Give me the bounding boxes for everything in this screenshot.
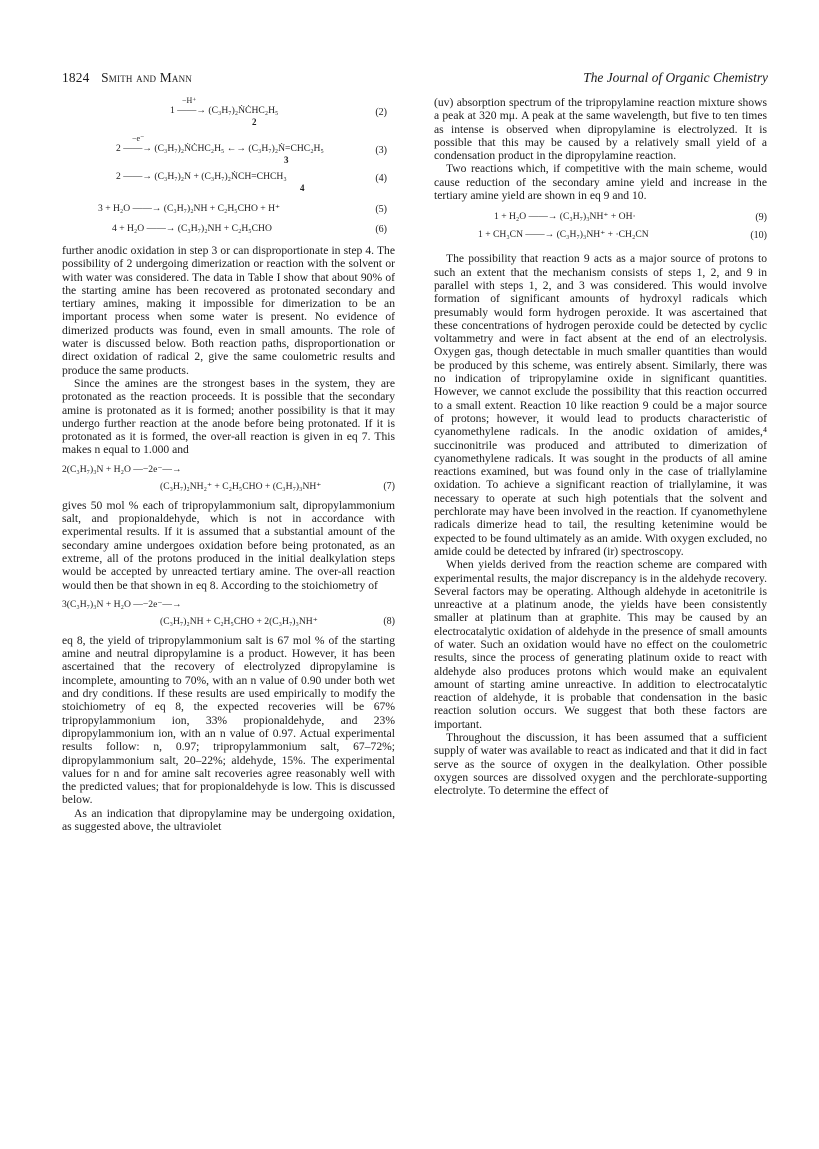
- eq4-number: (4): [375, 173, 387, 184]
- eq2-body: 1 ——→ (C₃H₇)₂ṄĊHC₂H₅: [170, 105, 279, 116]
- right-paragraph-4: When yields derived from the reaction scheme are compared with experimental results, the major discrepancy is in the aldehyde recovery. Several factors may be operating. Although aldehyde in acetonitrile is unreactive at a platinum anode, the yields have been consistently smaller at platinum than at graphite. This may be caused by an electrocatalytic oxidation of aldehyde in the presence of small amounts of water. Such an oxidation would have no effect on the coulometric results, since the process of generating platinum oxide to react with aldehyde also produces protons which would make an equivalent amount of starting amine unreactive. In addition to electrocatalytic reaction of aldehyde, it is probable that condensation in the basic reaction solution occurs. We suggest that both these factors are important.: [434, 558, 767, 731]
- eq8-products: (C₃H₇)₂NH + C₂H₅CHO + 2(C₃H₇)₃NH⁺: [160, 615, 318, 627]
- eq4-body: 2 ——→ (C₃H₇)₂N + (C₃H₇)₂ṄCH=CHCH₃: [116, 171, 287, 182]
- eq10-number: (10): [750, 230, 767, 242]
- eq9-body: 1 + H₂O ——→ (C₃H₇)₃NH⁺ + OH·: [494, 211, 636, 223]
- eq2-number: (2): [375, 107, 387, 118]
- eq4-label: 4: [300, 183, 305, 193]
- left-paragraph-2: Since the amines are the strongest bases in the system, they are protonated as the reaction proceeds. It is possible that the secondary amine is protonated as it is formed; another possibility is that it may undergo further reaction at the anode before being protonated. If it is protonated as it is formed, the over-all reaction is given in eq 7. This makes n equal to 1.000 and: [62, 376, 395, 457]
- equation-2: [62, 96, 395, 128]
- equation-10: [434, 228, 767, 252]
- eq6-number: (6): [375, 224, 387, 235]
- eq2-label: 2: [252, 117, 257, 127]
- equation-5: [62, 202, 395, 222]
- right-paragraph-3: The possibility that reaction 9 acts as a major source of protons to such an extent that the mechanism consists of steps 1, 2, and 9 in parallel with steps 1, 2, and 3 was considered. This would involve formation of significant amounts of hydroxyl radicals which presumably would form hydrogen peroxide. It was ascertained that these concentrations of hydrogen peroxide could be detected by cyclic voltammetry and were in fact absent at the end of an electrolysis. Oxygen gas, though detectable in much smaller quantities than would be produced by this scheme, was entirely absent. Similarly, there was no indication of tripropylamine oxide in significant quantities. However, we cannot exclude the possibility that this reaction occurred to a small extent. Reaction 10 like reaction 9 could be a major source of protons; however, it would lead to products characteristic of cyanomethylene radicals. In the anodic oxidation of amides,⁴ succinonitrile was produced and attributed to dimerization of cyanomethylene radicals. It was sought in the products of all amine reactions examined, but was found only in the case of triallylamine oxidation. To achieve a significant reaction of triallylamine, it was necessary to operate at such high potentials that the solvent and perchlorate may have been involved in the reaction. If cyanomethylene radicals dimerize head to tail, the resulting ketenimine would be expected to be found ultimately as an amide. With oxygen excluded, no amide could be detected by infrared (ir) spectroscopy.: [434, 252, 767, 558]
- equation-9: [434, 210, 767, 228]
- left-paragraph-5: As an indication that dipropylamine may be undergoing oxidation, as suggested above, the ultraviolet: [62, 806, 395, 833]
- eq3-condition: −e⁻: [132, 134, 145, 143]
- eq5-body: 3 + H₂O ——→ (C₃H₇)₂NH + C₂H₅CHO + H⁺: [98, 203, 281, 214]
- equation-4: [62, 170, 395, 198]
- eq8-reactants: 3(C₃H₇)₃N + H₂O —−2e⁻—→: [62, 598, 182, 610]
- eq7-reactants: 2(C₃H₇)₃N + H₂O —−2e⁻—→: [62, 463, 182, 475]
- right-paragraph-2: Two reactions which, if competitive with the main scheme, would cause reduction of the secondary amine yield and increase in the tertiary amine yield are shown in eq 9 and 10.: [434, 162, 767, 203]
- eq7-products: (C₃H₇)₂NH₂⁺ + C₂H₅CHO + (C₃H₇)₃NH⁺: [160, 480, 322, 492]
- eq7-number: (7): [383, 480, 395, 492]
- right-paragraph-1: (uv) absorption spectrum of the tripropylamine reaction mixture shows a peak at 320 mμ. A peak at the same wavelength, but five to ten times as intense is observed when dipropylamine is electrolyzed. It is possible that this may be caused by a relatively small yield of a condensation product in the dipropylamine reaction.: [434, 96, 767, 163]
- equation-3: [62, 134, 395, 170]
- eq9-number: (9): [755, 212, 767, 224]
- header-left: [62, 70, 192, 86]
- eq3-label: 3: [284, 155, 289, 165]
- left-paragraph-3: gives 50 mol % each of tripropylammonium salt, dipropylammonium salt, and propionaldehyde, which is not in accordance with experimental results. If it is assumed that a substantial amount of the secondary amine undergoes oxidation before being protonated, as an extreme, all of the protons produced in the initial dealkylation steps would be accepted by unreacted tertiary amine. The over-all reaction would then be that shown in eq 8. According to the stoichiometry of: [62, 498, 395, 592]
- eq8-number: (8): [383, 615, 395, 627]
- eq5-number: (5): [375, 204, 387, 215]
- equation-6: [62, 222, 395, 244]
- eq10-body: 1 + CH₃CN ——→ (C₃H₇)₃NH⁺ + ·CH₂CN: [478, 229, 649, 241]
- journal-title: The Journal of Organic Chemistry: [583, 70, 768, 85]
- eq2-condition: −H⁺: [182, 96, 197, 105]
- left-paragraph-4: eq 8, the yield of tripropylammonium salt is 67 mol % of the starting amine and neutral dipropylamine is a product. However, it has been ascertained that the recovery of electrolyzed dipropylamine is incomplete, amounting to 70%, with an n value of 0.90 under both wet and dry conditions. If these results are used empirically to modify the stoichiometry of eq 8, the expected recoveries will be 67% tripropylammonium ion, 33% propionaldehyde, and 23% dipropylammonium ion, with an n value of 0.97. Actual experimental results follow: n, 0.97; tripropylammonium salt, 67–72%; dipropylammonium salt, 20–22%; aldehyde, 15%. The experimental values for n and for amine salt recoveries agree reasonably well with the predicted values; that for propionaldehyde is low. This is discussed below.: [62, 633, 395, 807]
- eq3-body: 2 ——→ (C₃H₇)₂ṄĊHC₂H₅ ←→ (C₃H₇)₂Ṅ=CHC₂H₅: [116, 143, 324, 154]
- right-column: [434, 96, 767, 798]
- page-number: 1824: [62, 70, 90, 85]
- eq3-number: (3): [375, 145, 387, 156]
- left-paragraph-1: further anodic oxidation in step 3 or can disproportionate in step 4. The possibility of 2 undergoing dimerization or reaction with the solvent or with water was considered. The data in Table I show that about 90% of the starting amine has been recovered as protonated secondary and tertiary amines, making it impossible for dimerization to be an important process when some water is present. No evidence of dimerized products was found, even in small amounts. The role of water is discussed below. Both reaction paths, disproportionation or direct oxidation of radical 2, give the same coulometric results and produce the same products.: [62, 244, 395, 377]
- running-authors: Smith and Mann: [101, 70, 192, 85]
- equation-8: [62, 598, 395, 634]
- page-header: [62, 70, 768, 88]
- equation-7: [62, 463, 395, 499]
- eq6-body: 4 + H₂O ——→ (C₃H₇)₂NH + C₂H₅CHO: [112, 223, 272, 234]
- left-column: [62, 96, 395, 833]
- right-paragraph-5: Throughout the discussion, it has been assumed that a sufficient supply of water was available to react as indicated and that it did in fact serve as the source of oxygen in the dealkylation. Other possible oxygen sources are dissolved oxygen and the perchlorate-supporting electrolyte. To determine the effect of: [434, 731, 767, 798]
